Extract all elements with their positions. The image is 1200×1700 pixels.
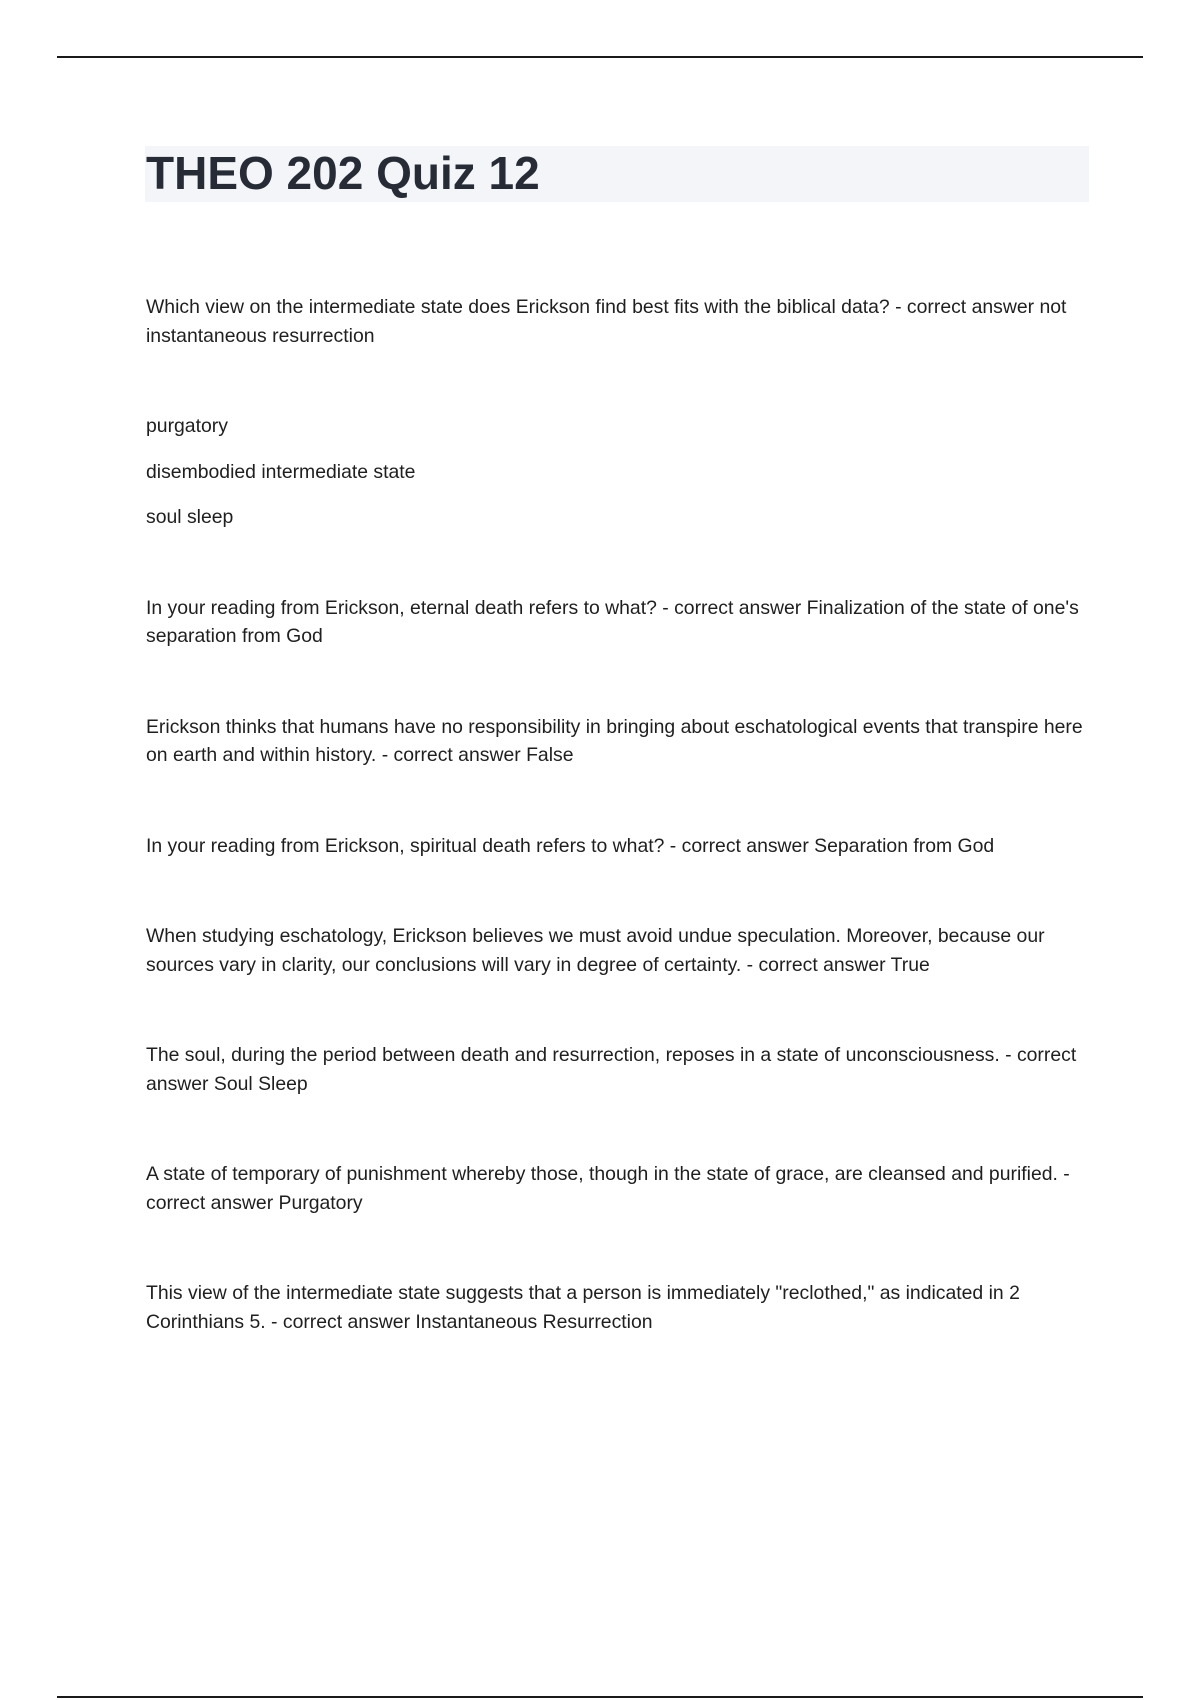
quiz-item-2: In your reading from Erickson, eternal death refers to what? - correct answer Finalization of the state of one's separation from God <box>146 596 1079 647</box>
quiz-item-1: Which view on the intermediate state does Erickson find best fits with the biblical data? - correct answer not instantaneous resurrection <box>146 296 1067 347</box>
answer-option-disembodied: disembodied intermediate state <box>146 460 416 483</box>
quiz-item-6: The soul, during the period between death and resurrection, reposes in a state of unconsciousness. - correct answer Soul Sleep <box>146 1044 1077 1095</box>
quiz-item-4: In your reading from Erickson, spiritual death refers to what? - correct answer Separation from God <box>146 834 995 857</box>
bottom-rule <box>57 1696 1143 1698</box>
quiz-item-7: A state of temporary of punishment whereby those, though in the state of grace, are cleansed and purified. - correct answer Purgatory <box>146 1163 1070 1214</box>
answer-option-soul-sleep: soul sleep <box>146 506 234 528</box>
page-title: THEO 202 Quiz 12 <box>146 147 540 199</box>
quiz-item-8: This view of the intermediate state suggests that a person is immediately "reclothed," as indicated in 2 Corinthians 5. - correct answer Instantaneous Resurrection <box>146 1282 1020 1333</box>
quiz-item-3: Erickson thinks that humans have no responsibility in bringing about eschatological events that transpire here on earth and within history. - correct answer False <box>146 715 1083 766</box>
answer-option-purgatory: purgatory <box>146 415 228 437</box>
top-rule <box>57 56 1143 58</box>
quiz-item-5: When studying eschatology, Erickson believes we must avoid undue speculation. Moreover, because our sources vary in clarity, our conclusions will vary in degree of certainty. - correct answer True <box>146 925 1045 976</box>
quiz-content <box>146 293 1086 1398</box>
